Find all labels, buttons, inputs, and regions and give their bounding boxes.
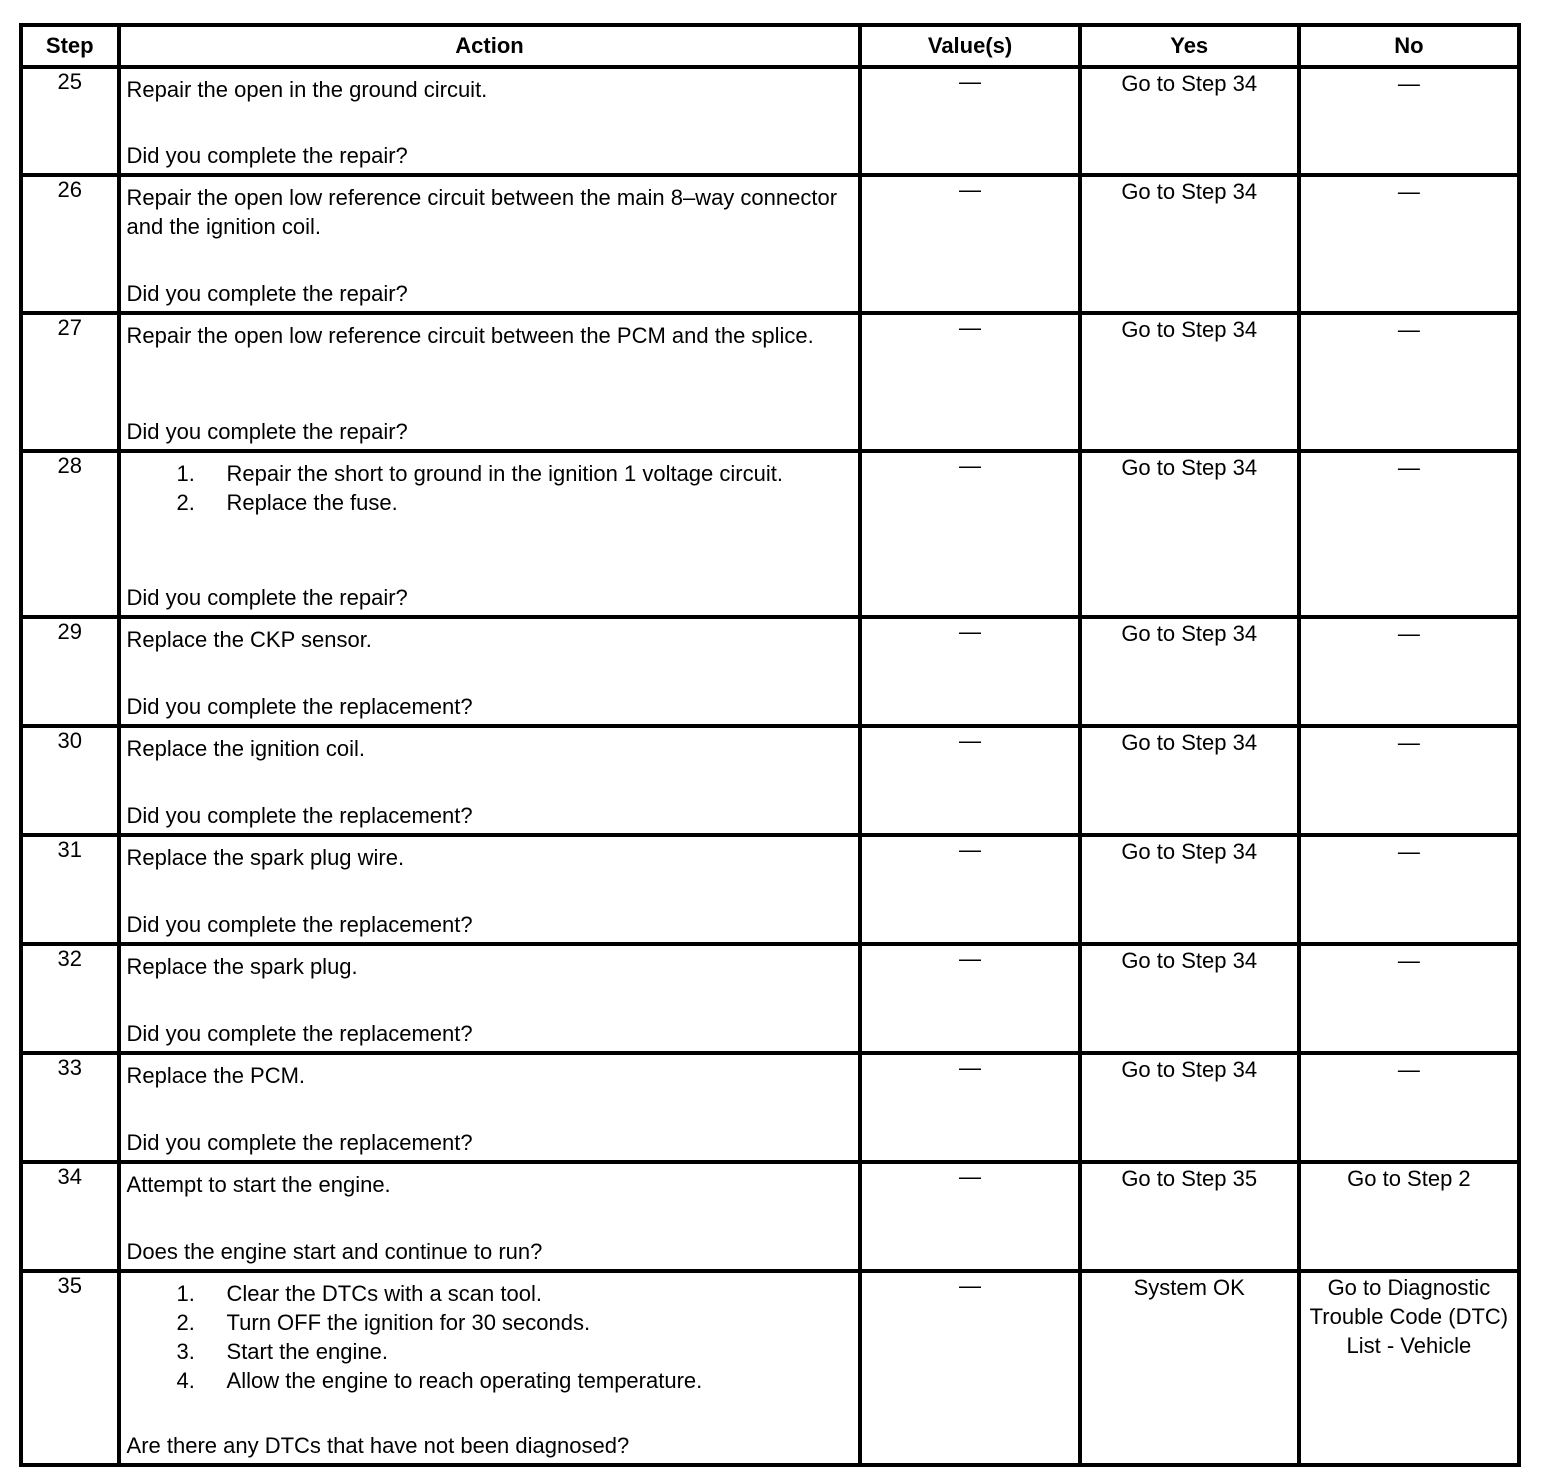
yes-cell: System OK	[1080, 1271, 1299, 1465]
no-cell: —	[1299, 944, 1519, 1053]
action-cell	[119, 175, 861, 313]
action-text: Replace the ignition coil.	[126, 736, 365, 761]
action-content	[121, 1055, 859, 1160]
no-cell: —	[1299, 451, 1519, 617]
yes-cell: Go to Step 34	[1080, 944, 1299, 1053]
action-substeps	[127, 459, 849, 517]
no-cell: —	[1299, 175, 1519, 313]
action-question: Does the engine start and continue to run?	[126, 1239, 543, 1264]
action-question: Did you complete the repair?	[126, 143, 408, 168]
action-substeps	[127, 1279, 849, 1395]
action-question: Did you complete the replacement?	[126, 803, 473, 828]
action-cell	[119, 1271, 861, 1465]
action-cell	[119, 1162, 861, 1271]
action-instructions	[127, 75, 849, 104]
substep-text: Clear the DTCs with a scan tool.	[226, 1281, 542, 1306]
substep-item	[127, 488, 849, 517]
table-row	[21, 835, 1519, 944]
substep-number: 2.	[176, 490, 195, 515]
header-values: Value(s)	[860, 25, 1079, 67]
substep-text: Allow the engine to reach operating temperature.	[226, 1368, 703, 1393]
table-row	[21, 175, 1519, 313]
action-instructions	[127, 1170, 849, 1199]
action-cell	[119, 726, 861, 835]
substep-text: Start the engine.	[226, 1339, 388, 1364]
step-number: 32	[21, 944, 119, 1053]
action-instructions	[127, 843, 849, 872]
action-cell	[119, 944, 861, 1053]
action-content	[121, 453, 859, 615]
substep-number: 1.	[176, 1281, 195, 1306]
action-content	[121, 1273, 859, 1463]
table-row	[21, 617, 1519, 726]
step-number: 25	[21, 67, 119, 175]
value-cell: —	[860, 726, 1079, 835]
table-row	[21, 1271, 1519, 1465]
table-row	[21, 67, 1519, 175]
yes-cell: Go to Step 34	[1080, 313, 1299, 451]
no-cell: Go to Diagnostic Trouble Code (DTC) List - Vehicle	[1299, 1271, 1519, 1465]
substep-number: 4.	[176, 1368, 195, 1393]
action-cell	[119, 313, 861, 451]
no-cell: —	[1299, 67, 1519, 175]
action-instructions	[127, 734, 849, 763]
substep-number: 2.	[176, 1310, 195, 1335]
table-row	[21, 1053, 1519, 1162]
action-text: Replace the spark plug.	[126, 954, 358, 979]
yes-cell: Go to Step 35	[1080, 1162, 1299, 1271]
step-number: 34	[21, 1162, 119, 1271]
no-cell: Go to Step 2	[1299, 1162, 1519, 1271]
header-no: No	[1299, 25, 1519, 67]
yes-cell: Go to Step 34	[1080, 1053, 1299, 1162]
substep-number: 1.	[176, 461, 195, 486]
action-text: Repair the open low reference circuit between the main 8–way connector and the ignition coil.	[126, 185, 838, 239]
value-cell: —	[860, 1162, 1079, 1271]
value-cell: —	[860, 175, 1079, 313]
value-cell: —	[860, 451, 1079, 617]
no-cell: —	[1299, 726, 1519, 835]
step-number: 26	[21, 175, 119, 313]
yes-cell: Go to Step 34	[1080, 835, 1299, 944]
substep-item	[127, 1366, 849, 1395]
action-instructions	[127, 625, 849, 654]
yes-cell: Go to Step 34	[1080, 67, 1299, 175]
action-content	[121, 728, 859, 833]
table-row	[21, 944, 1519, 1053]
value-cell: —	[860, 67, 1079, 175]
value-cell: —	[860, 1053, 1079, 1162]
action-instructions	[127, 1061, 849, 1090]
action-text: Attempt to start the engine.	[126, 1172, 391, 1197]
action-question: Did you complete the replacement?	[126, 1130, 473, 1155]
step-number: 29	[21, 617, 119, 726]
action-content	[121, 315, 859, 449]
yes-cell: Go to Step 34	[1080, 617, 1299, 726]
header-step: Step	[21, 25, 119, 67]
action-question: Did you complete the replacement?	[126, 912, 473, 937]
value-cell: —	[860, 313, 1079, 451]
substep-text: Replace the fuse.	[226, 490, 398, 515]
action-question: Did you complete the repair?	[126, 419, 408, 444]
no-cell: —	[1299, 313, 1519, 451]
action-cell	[119, 67, 861, 175]
step-number: 30	[21, 726, 119, 835]
action-content	[121, 619, 859, 724]
step-number: 35	[21, 1271, 119, 1465]
action-content	[121, 177, 859, 311]
yes-cell: Go to Step 34	[1080, 451, 1299, 617]
value-cell: —	[860, 835, 1079, 944]
no-cell: —	[1299, 617, 1519, 726]
action-content	[121, 1164, 859, 1269]
action-question: Are there any DTCs that have not been diagnosed?	[126, 1433, 630, 1458]
no-cell: —	[1299, 835, 1519, 944]
substep-number: 3.	[176, 1339, 195, 1364]
value-cell: —	[860, 944, 1079, 1053]
table-row	[21, 726, 1519, 835]
table-row	[21, 1162, 1519, 1271]
table-body	[21, 67, 1519, 1465]
action-instructions	[127, 183, 849, 241]
substep-item	[127, 1308, 849, 1337]
action-text: Replace the PCM.	[126, 1063, 306, 1088]
action-instructions	[127, 459, 849, 517]
value-cell: —	[860, 1271, 1079, 1465]
action-instructions	[127, 1279, 849, 1395]
action-question: Did you complete the repair?	[126, 585, 408, 610]
substep-item	[127, 1279, 849, 1308]
no-cell: —	[1299, 1053, 1519, 1162]
step-number: 27	[21, 313, 119, 451]
action-cell	[119, 835, 861, 944]
step-number: 28	[21, 451, 119, 617]
diagnostic-table	[19, 23, 1521, 1467]
table-row	[21, 313, 1519, 451]
substep-text: Repair the short to ground in the ignition 1 voltage circuit.	[226, 461, 783, 486]
table-row	[21, 451, 1519, 617]
yes-cell: Go to Step 34	[1080, 175, 1299, 313]
action-question: Did you complete the replacement?	[126, 1021, 473, 1046]
substep-text: Turn OFF the ignition for 30 seconds.	[226, 1310, 591, 1335]
action-text: Repair the open in the ground circuit.	[126, 77, 488, 102]
header-action: Action	[119, 25, 861, 67]
action-cell	[119, 617, 861, 726]
value-cell: —	[860, 617, 1079, 726]
action-content	[121, 69, 859, 173]
action-text: Replace the CKP sensor.	[126, 627, 372, 652]
action-cell	[119, 451, 861, 617]
action-instructions	[127, 952, 849, 981]
header-row	[21, 25, 1519, 67]
yes-cell: Go to Step 34	[1080, 726, 1299, 835]
step-number: 33	[21, 1053, 119, 1162]
action-question: Did you complete the repair?	[126, 281, 408, 306]
action-text: Repair the open low reference circuit between the PCM and the splice.	[126, 323, 814, 348]
header-yes: Yes	[1080, 25, 1299, 67]
action-content	[121, 946, 859, 1051]
action-question: Did you complete the replacement?	[126, 694, 473, 719]
substep-item	[127, 459, 849, 488]
step-number: 31	[21, 835, 119, 944]
action-text: Replace the spark plug wire.	[126, 845, 405, 870]
substep-item	[127, 1337, 849, 1366]
action-instructions	[127, 321, 849, 350]
action-cell	[119, 1053, 861, 1162]
action-content	[121, 837, 859, 942]
